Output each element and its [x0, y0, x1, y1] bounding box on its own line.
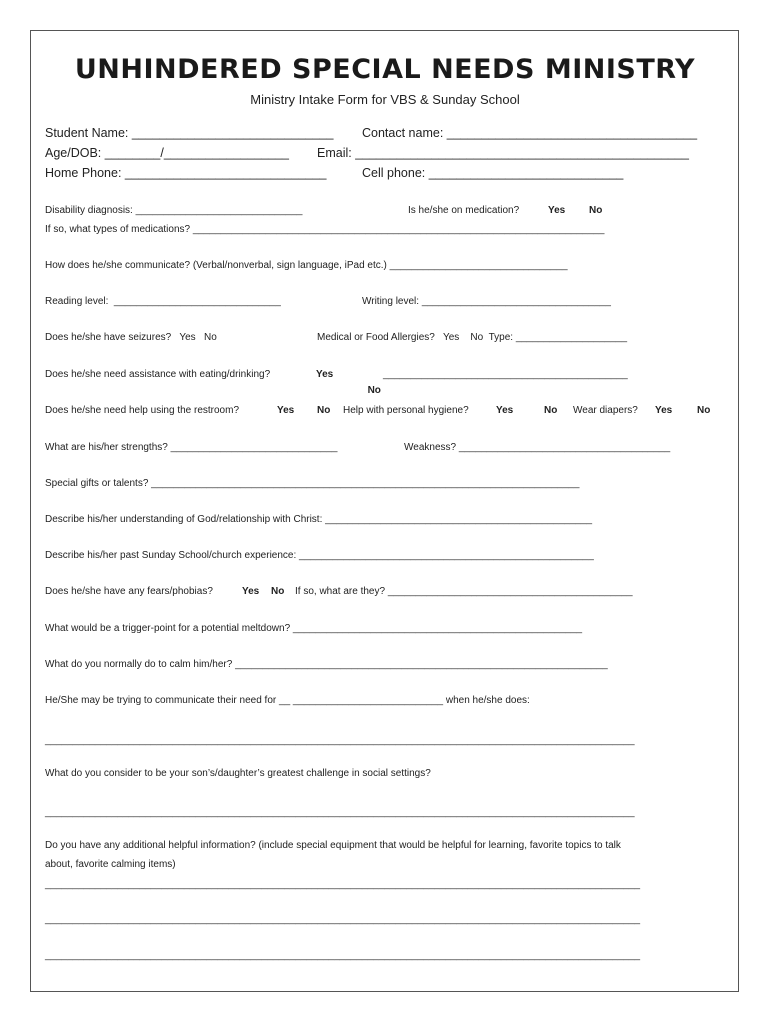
form-subtitle: Ministry Intake Form for VBS & Sunday School: [250, 92, 520, 107]
form-title: UNHINDERED SPECIAL NEEDS MINISTRY: [74, 54, 696, 85]
eating-question: Does he/she need assistance with eating/drinking?: [45, 369, 271, 380]
trigger-field[interactable]: What would be a trigger-point for a potential meltdown? ____________________________________________________: [45, 623, 583, 634]
email-field[interactable]: Email: ________________________________________________: [317, 146, 689, 160]
calm-field[interactable]: What do you normally do to calm him/her? ___________________________________________________________________: [45, 659, 608, 670]
student-name-field[interactable]: Student Name: _____________________________: [45, 126, 334, 140]
reading-level-field[interactable]: Reading level: ______________________________: [45, 296, 281, 307]
additional-info-line-2[interactable]: ___________________________________________________________________________________________________________: [45, 914, 641, 925]
restroom-no-option[interactable]: No: [317, 405, 331, 416]
medication-no-option[interactable]: No: [589, 205, 603, 216]
writing-level-field[interactable]: Writing level: __________________________________: [362, 296, 611, 307]
hygiene-yes-option[interactable]: Yes: [496, 405, 514, 416]
hygiene-no-option[interactable]: No: [544, 405, 558, 416]
weakness-field[interactable]: Weakness? ______________________________________: [404, 442, 671, 453]
gifts-field[interactable]: Special gifts or talents? _____________________________________________________________________________: [45, 478, 580, 489]
allergies-field[interactable]: Medical or Food Allergies? Yes No Type: ____________________: [317, 332, 628, 343]
social-challenge-question: What do you consider to be your son’s/daughter’s greatest challenge in social settings?: [45, 768, 431, 779]
age-dob-field[interactable]: Age/DOB: ________/__________________: [45, 146, 289, 160]
communicate-need-blank-line[interactable]: __________________________________________________________________________________________________________: [45, 735, 635, 746]
fears-yes-option[interactable]: Yes: [242, 586, 260, 597]
diapers-no-option[interactable]: No: [697, 405, 711, 416]
additional-info-line-3[interactable]: ___________________________________________________________________________________________________________: [45, 950, 641, 961]
restroom-question: Does he/she need help using the restroom?: [45, 405, 240, 416]
eating-details-line[interactable]: ____________________________________________: [383, 369, 628, 380]
eating-yes-option[interactable]: Yes: [316, 369, 334, 380]
social-challenge-blank-line[interactable]: __________________________________________________________________________________________________________: [45, 807, 635, 818]
diapers-question: Wear diapers?: [573, 405, 638, 416]
fears-question: Does he/she have any fears/phobias?: [45, 586, 213, 597]
cell-phone-field[interactable]: Cell phone: ____________________________: [362, 166, 624, 180]
eating-no-field[interactable]: [362, 367, 381, 399]
diapers-yes-option[interactable]: Yes: [655, 405, 673, 416]
experience-field[interactable]: Describe his/her past Sunday School/church experience: _____________________________________________________: [45, 550, 594, 561]
additional-info-question-line2: about, favorite calming items): [45, 859, 176, 870]
understanding-field[interactable]: Describe his/her understanding of God/relationship with Christ: ________________________________________________: [45, 514, 593, 525]
medication-yes-option[interactable]: Yes: [548, 205, 566, 216]
hygiene-question: Help with personal hygiene?: [343, 405, 469, 416]
home-phone-field[interactable]: Home Phone: _____________________________: [45, 166, 327, 180]
communication-field[interactable]: How does he/she communicate? (Verbal/nonverbal, sign language, iPad etc.) ________________________________: [45, 260, 568, 271]
additional-info-line-1[interactable]: ___________________________________________________________________________________________________________: [45, 879, 641, 890]
medication-question: Is he/she on medication?: [408, 205, 520, 216]
disability-field[interactable]: Disability diagnosis: ______________________________: [45, 205, 303, 216]
restroom-yes-option[interactable]: Yes: [277, 405, 295, 416]
communicate-need-field[interactable]: He/She may be trying to communicate their need for __ ___________________________ when he/she does:: [45, 695, 530, 706]
fears-no-option[interactable]: No: [271, 586, 285, 597]
contact-name-field[interactable]: Contact name: ____________________________________: [362, 126, 698, 140]
strengths-field[interactable]: What are his/her strengths? ______________________________: [45, 442, 338, 453]
additional-info-question-line1: Do you have any additional helpful information? (include special equipment that would be helpful for learning, favorite topics to talk: [45, 840, 621, 851]
fears-details-field[interactable]: If so, what are they? ____________________________________________: [295, 586, 633, 597]
seizures-field[interactable]: Does he/she have seizures? Yes No: [45, 332, 217, 343]
eating-no-option[interactable]: No: [367, 385, 381, 396]
medication-types-field[interactable]: If so, what types of medications? __________________________________________________________________________: [45, 224, 605, 235]
